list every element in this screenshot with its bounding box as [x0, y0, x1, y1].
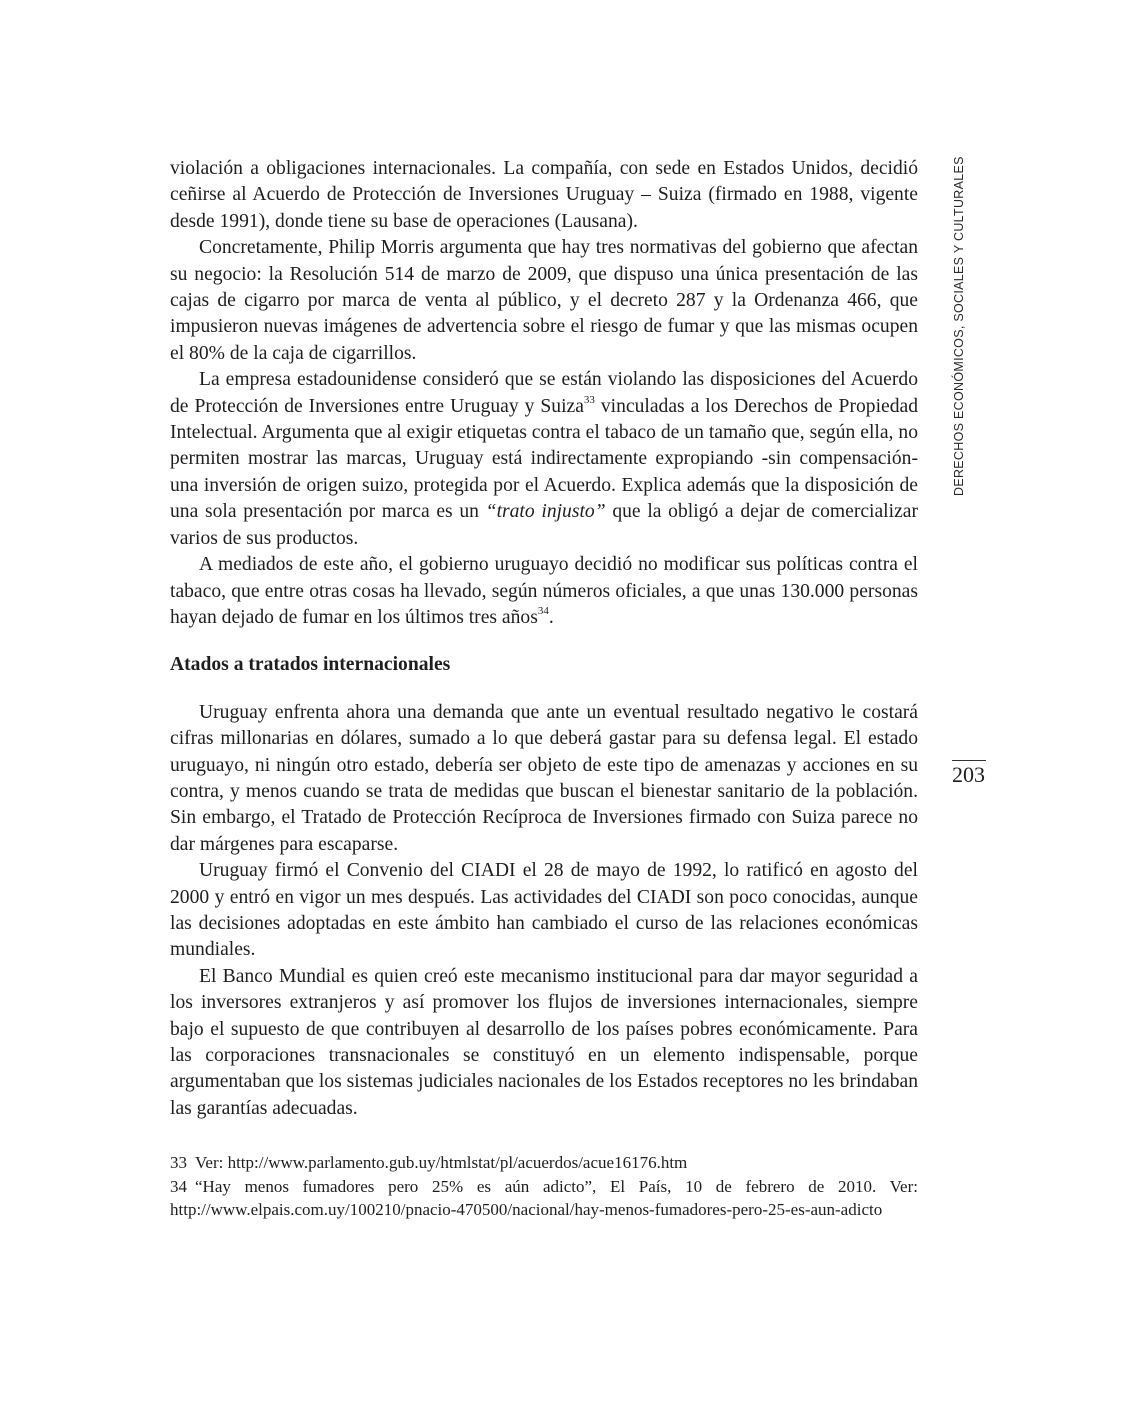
paragraph-text: La empresa estadounidense consideró que se están violando las disposiciones del Acuerdo de Protección de Inversiones entre Uruguay y Suiza	[170, 369, 918, 417]
paragraph: El Banco Mundial es quien creó este mecanismo institucional para dar mayor seguridad a los inversores extranjeros y así promover los flujos de inversiones internacionales, siempre bajo el supuesto de que contribuyen al desarrollo de los países pobres económicamente. Para las corporaciones transnacionales se constituyó en un elemento indispensable, porque argumentaban que los sistemas judiciales nacionales de los Estados receptores no les brindaban las garantías adecuadas.	[170, 965, 918, 1119]
footnote-reference: 33	[583, 394, 595, 407]
paragraph: Concretamente, Philip Morris argumenta que hay tres normativas del gobierno que afectan su negocio: la Resolución 514 de marzo de 2009, que dispuso una única presentación de las cajas de cigarro por marca de venta al público, y el decreto 287 y la Ordenanza 466, que impusieron nuevas imágenes de advertencia sobre el riesgo de fumar y que las mismas ocupen el 80% de la caja de cigarrillos.	[170, 237, 918, 364]
paragraph: violación a obligaciones internacionales. La compañía, con sede en Estados Unidos, decidió ceñirse al Acuerdo de Protección de Inversiones Uruguay – Suiza (firmado en 1988, vigente desde 1991), donde tiene su base de operaciones (Lausana).	[170, 158, 918, 232]
paragraph: Uruguay enfrenta ahora una demanda que ante un eventual resultado negativo le costará cifras millonarias en dólares, sumado a lo que deberá gastar para su defensa legal. El estado uruguayo, ni ningún otro estado, debería ser objeto de este tipo de amenazas y acciones en su contra, y menos cuando se trata de medidas que buscan el bienestar sanitario de la población. Sin embargo, el Tratado de Protección Recíproca de Inversiones firmado con Suiza parece no dar márgenes para escaparse.	[170, 701, 918, 855]
footnote-reference: 34	[537, 605, 549, 618]
paragraph: Uruguay firmó el Convenio del CIADI el 28 de mayo de 1992, lo ratificó en agosto del 2000 y entró en vigor un mes después. Las actividades del CIADI son poco conocidas, aunque las decisiones adoptadas en este ámbito han cambiado el curso de las relaciones económicas mundiales.	[170, 860, 918, 961]
section-heading: Atados a tratados internacionales	[170, 654, 451, 676]
paragraph-text: que la obligó a dejar de comercializar varios de sus productos.	[170, 501, 918, 549]
paragraph-text: vinculadas a los Derechos de Propiedad Intelectual. Argumenta que al exigir etiquetas contra el tabaco de un tamaño que, según ella, no permiten mostrar las marcas, Uruguay está indirectamente expropiando -sin compensación- una inversión de origen suizo, protegida por el Acuerdo. Explica además que la disposición de una sola presentación por marca es un	[170, 395, 918, 523]
paragraph	[170, 367, 918, 552]
paragraph-text: .	[548, 606, 554, 628]
footnote-number: 34	[170, 1176, 187, 1196]
footnote	[170, 1151, 918, 1175]
paragraph	[170, 552, 918, 631]
body-text	[170, 156, 918, 1122]
footnote-text: Ver: http://www.parlamento.gub.uy/htmlstat/pl/acuerdos/acue16176.htm	[195, 1153, 688, 1172]
running-header: DERECHOS ECONÓMICOS, SOCIALES Y CULTURALES	[952, 156, 966, 496]
footnotes	[170, 1151, 918, 1222]
page-number-rule	[952, 760, 986, 761]
emphasized-quote: “trato injusto”	[485, 501, 606, 523]
footnote-text: “Hay menos fumadores pero 25% es aún adicto”, El País, 10 de febrero de 2010. Ver: http://www.elpais.com.uy/100210/pnacio-470500/nacional/hay-menos-fumadores-pero-25-es-aun-adicto	[170, 1176, 918, 1219]
page-number: 203	[952, 762, 985, 787]
paragraph-text: A mediados de este año, el gobierno uruguayo decidió no modificar sus políticas contra el tabaco, que entre otras cosas ha llevado, según números oficiales, a que unas 130.000 personas hayan dejado de fumar en los últimos tres años	[170, 554, 918, 628]
footnote	[170, 1175, 918, 1222]
footnote-number: 33	[170, 1153, 187, 1172]
